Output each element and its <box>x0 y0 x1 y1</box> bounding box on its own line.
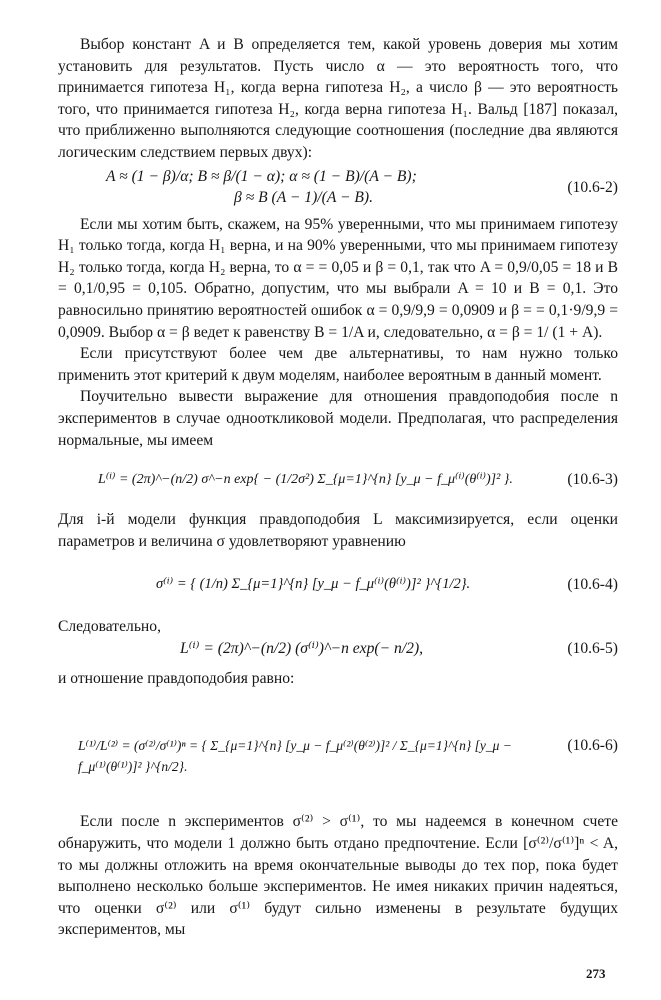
equation-body: L⁽¹⁾/L⁽²⁾ = (σ⁽²⁾/σ⁽¹⁾)ⁿ = { Σ_{μ=1}^{n} [y_μ − f_μ⁽²⁾(θ⁽²⁾)]² / Σ_{μ=1}^{n} [y_μ − f_μ⁽¹⁾(θ⁽¹⁾)]² }^{n/2}. <box>78 738 512 775</box>
equation-number: (10.6-4) <box>567 576 618 594</box>
paragraph: Для i-й модели функция правдоподобия L максимизируется, если оценки параметров и величина σ удовлетворяют уравнению <box>58 511 618 550</box>
equation-10-6-5 <box>58 638 618 660</box>
paragraph: Поучительно вывести выражение для отношения правдоподобия после n экспериментов в случае однооткликовой модели. Предполагая, что распределения нормальные, мы имеем <box>58 388 618 449</box>
paragraph: Если после n экспериментов σ⁽²⁾ > σ⁽¹⁾, то мы надеемся в конечном счете обнаружить, что модели 1 должно быть отдано предпочтение. Если [σ⁽²⁾/σ⁽¹⁾]ⁿ < A, то мы должны отложить на время окончательные выводы до тех пор, пока будет выполнено несколько больше экспериментов. Не имея никаких причин надеяться, что оценки σ⁽²⁾ или σ⁽¹⁾ будут сильно изменены в результате будущих экспериментов, мы <box>58 813 618 939</box>
equation-line: A ≈ (1 − β)/α; B ≈ β/(1 − α); α ≈ (1 − B)/(A − B); <box>106 167 417 185</box>
page-number: 273 <box>586 966 606 981</box>
equation-number: (10.6-3) <box>567 471 618 489</box>
equation-10-6-3 <box>58 455 618 507</box>
equation-10-6-2 <box>58 166 618 210</box>
equation-number: (10.6-2) <box>567 178 618 196</box>
equation-number: (10.6-6) <box>567 737 618 755</box>
equation-10-6-6 <box>58 697 618 797</box>
paragraph: Если присутствуют более чем две альтернативы, то нам нужно только применить этот критерий к двум моделям, наиболее вероятным в данный момент. <box>58 345 618 384</box>
equation-body: σ⁽ⁱ⁾ = { (1/n) Σ_{μ=1}^{n} [y_μ − f_μ⁽ⁱ⁾(θ⁽ⁱ⁾)]² }^{1/2}. <box>156 576 471 593</box>
paragraph: и отношение правдоподобия равно: <box>58 669 295 687</box>
page-body <box>58 34 618 941</box>
equation-10-6-4 <box>58 556 618 612</box>
equation-line: β ≈ B (A − 1)/(A − B). <box>234 188 373 206</box>
paragraph: Выбор констант A и B определяется тем, какой уровень доверия мы хотим установить для результатов. Пусть число α — это вероятность того, что принимается гипотеза H₁, когда верна гипотеза H₂, а число β — это вероятность того, что принимается гипотеза H₂, когда верна гипотеза H₁. Вальд [187] показал, что приближенно выполняются следующие соотношения (последние два являются логическим следствием первых двух): <box>58 36 618 161</box>
equation-number: (10.6-5) <box>567 639 618 657</box>
equation-body: L⁽ⁱ⁾ = (2π)^−(n/2) σ^−n exp{ − (1/2σ²) Σ_{μ=1}^{n} [y_μ − f_μ⁽ⁱ⁾(θ⁽ⁱ⁾)]² }. <box>98 472 513 488</box>
paragraph: Если мы хотим быть, скажем, на 95% уверенными, что мы принимаем гипотезу H₁ только тогда, когда H₁ верна, и на 90% уверенными, что мы принимаем гипотезу H₂ только тогда, когда H₂ верна, то α = = 0,05 и β = 0,1, так что A = 0,9/0,05 = 18 и B = 0,1/0,95 = 0,105. Обратно, допустим, что мы выбрали A = 10 и B = 0,1. Это равносильно принятию вероятностей ошибок α = 0,9/9,9 = 0,0909 и β = = 0,1·9/9,9 = 0,0909. Выбор α = β ведет к равенству B = 1/A и, следовательно, α = β = 1/ (1 + A). <box>58 215 618 341</box>
paragraph: Следовательно, <box>58 618 161 636</box>
equation-body: L⁽ⁱ⁾ = (2π)^−(n/2) (σ⁽ⁱ⁾)^−n exp(− n/2), <box>180 639 424 657</box>
